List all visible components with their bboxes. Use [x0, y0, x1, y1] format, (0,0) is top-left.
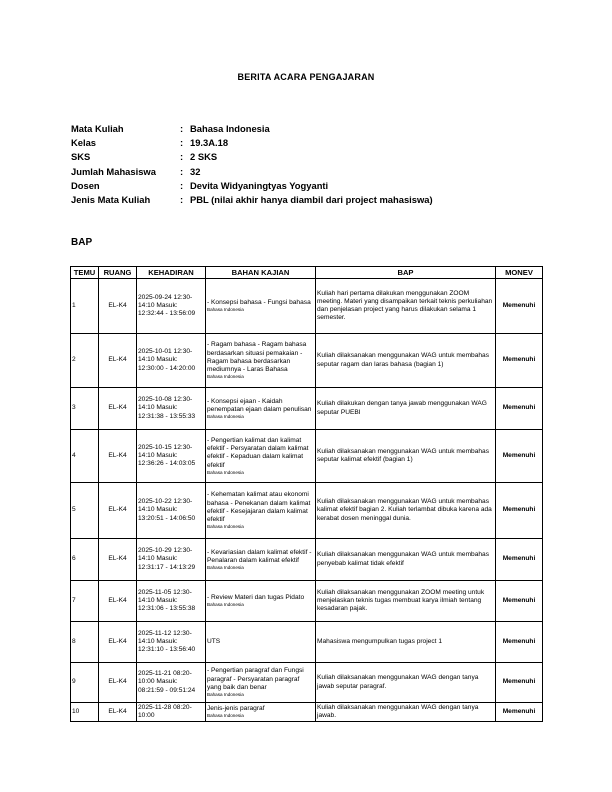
cell-ruang: EL-K4 — [99, 703, 137, 722]
cell-ruang: EL-K4 — [99, 622, 137, 663]
cell-bahan-kajian — [206, 703, 316, 722]
info-colon: : — [180, 137, 184, 149]
cell-ruang: EL-K4 — [99, 663, 137, 703]
cell-bahan-kajian — [206, 430, 316, 483]
header-bahan-kajian: BAHAN KAJIAN — [206, 267, 316, 279]
course-info — [71, 122, 433, 207]
cell-bap: Kuliah dilakukan dengan tanya jawab menggunakan WAG seputar PUEBI — [316, 388, 496, 430]
kajian-text: - Kevariasian dalam kalimat efektif - Penalaran dalam kalimat efektif — [207, 548, 312, 564]
cell-kehadiran: 2025-11-21 08:20-10:00 Masuk: 08:21:59 - 09:51:24 — [137, 663, 206, 703]
cell-ruang: EL-K4 — [99, 279, 137, 334]
cell-kehadiran: 2025-10-01 12:30-14:10 Masuk: 12:30:00 - 14:20:00 — [137, 334, 206, 388]
cell-bahan-kajian — [206, 388, 316, 430]
cell-monev: Memenuhi — [496, 483, 543, 539]
header-temu: TEMU — [71, 267, 99, 279]
bap-table — [70, 266, 543, 722]
info-colon: : — [180, 151, 184, 163]
cell-kehadiran: 2025-11-05 12:30-14:10 Masuk: 12:31:06 - 13:55:38 — [137, 581, 206, 622]
cell-monev: Memenuhi — [496, 539, 543, 581]
cell-monev: Memenuhi — [496, 703, 543, 722]
kajian-subject: Bahasa Indonesia — [207, 414, 244, 419]
table-row — [71, 622, 543, 663]
info-row-class — [71, 136, 433, 150]
header-bap: BAP — [316, 267, 496, 279]
cell-kehadiran: 2025-11-12 12:30-14:10 Masuk: 12:31:10 - 13:56:40 — [137, 622, 206, 663]
cell-temu: 4 — [71, 430, 99, 483]
kajian-text: - Konsepsi bahasa - Fungsi bahasa — [207, 299, 311, 307]
kajian-text: - Pengertian paragraf dan Fungsi paragraf - Persyaratan paragraf yang baik dan benar — [207, 667, 304, 691]
cell-bahan-kajian — [206, 334, 316, 388]
cell-ruang: EL-K4 — [99, 334, 137, 388]
cell-bap: Kuliah hari pertama dilakukan menggunakan ZOOM meeting. Materi yang disampaikan terkait teknis perkuliahan dan penjelasan project yang harus dilakukan selama 1 semester. — [316, 279, 496, 334]
cell-ruang: EL-K4 — [99, 388, 137, 430]
table-row — [71, 334, 543, 388]
cell-temu: 2 — [71, 334, 99, 388]
table-row — [71, 663, 543, 703]
cell-ruang: EL-K4 — [99, 581, 137, 622]
cell-ruang: EL-K4 — [99, 539, 137, 581]
cell-bahan-kajian — [206, 581, 316, 622]
kajian-text: - Pengertian kalimat dan kalimat efektif - Persyaratan dalam kalimat efektif - Kepaduan dalam kalimat efektif — [207, 436, 309, 469]
table-row — [71, 430, 543, 483]
cell-temu: 8 — [71, 622, 99, 663]
info-row-course — [71, 122, 433, 136]
kajian-subject: Bahasa Indonesia — [207, 307, 244, 313]
info-value: Devita Widyaningtyas Yogyanti — [190, 179, 329, 191]
cell-monev: Memenuhi — [496, 334, 543, 388]
info-label: Mata Kuliah — [71, 123, 124, 134]
cell-bap: Kuliah dilaksanakan menggunakan WAG untuk membahas seputar ragam dan laras bahasa (bagian 1) — [316, 334, 496, 388]
kajian-text: - Kehematan kalimat atau ekonomi bahasa - Penekanan dalam kalimat efektif - Kesejajaran dalam kalimat efektif — [207, 491, 311, 523]
info-row-lecturer — [71, 179, 433, 193]
kajian-subject: Bahasa Indonesia — [207, 524, 244, 530]
info-label: Kelas — [71, 137, 97, 149]
table-row — [71, 483, 543, 539]
cell-monev: Memenuhi — [496, 430, 543, 483]
kajian-text: Jenis-jenis paragraf — [207, 705, 265, 713]
kajian-subject: Bahasa Indonesia — [207, 565, 244, 570]
cell-temu: 3 — [71, 388, 99, 430]
cell-bap: Kuliah dilaksanakan menggunakan WAG untuk membahas seputar kalimat efektif (bagian 1) — [316, 430, 496, 483]
info-label: SKS — [71, 151, 91, 163]
table-row — [71, 279, 543, 334]
header-monev: MONEV — [496, 267, 543, 279]
info-colon: : — [180, 165, 184, 177]
kajian-subject: Bahasa Indonesia — [207, 692, 244, 698]
kajian-subject: Bahasa Indonesia — [207, 602, 244, 608]
cell-bahan-kajian — [206, 663, 316, 703]
cell-bap: Kuliah dilaksanakan menggunakan WAG dengan tanya jawab seputar paragraf. — [316, 663, 496, 703]
table-row — [71, 388, 543, 430]
document-title: BERITA ACARA PENGAJARAN — [237, 72, 375, 82]
section-title: BAP — [71, 237, 93, 248]
cell-kehadiran: 2025-10-15 12:30-14:10 Masuk: 12:36:26 - 14:03:05 — [137, 430, 206, 483]
info-label: Jenis Mata Kuliah — [71, 193, 151, 205]
info-colon: : — [180, 123, 184, 134]
kajian-text: - Review Materi dan tugas Pidato — [207, 594, 305, 602]
kajian-text: - Konsepsi ejaan - Kaidah penempatan ejaan dalam penulisan — [207, 397, 312, 413]
kajian-subject: Bahasa Indonesia — [207, 469, 244, 475]
cell-temu: 9 — [71, 663, 99, 703]
cell-ruang: EL-K4 — [99, 483, 137, 539]
info-row-course-type — [71, 193, 433, 207]
cell-kehadiran: 2025-09-24 12:30-14:10 Masuk: 12:32:44 - 13:56:09 — [137, 279, 206, 334]
kajian-text: - Ragam bahasa - Ragam bahasa berdasarkan situasi pemakaian - Ragam bahasa berdasarkan mediumnya - Laras Bahasa — [207, 341, 307, 373]
table-row — [71, 581, 543, 622]
cell-monev: Memenuhi — [496, 279, 543, 334]
cell-bahan-kajian — [206, 622, 316, 663]
cell-bahan-kajian — [206, 483, 316, 539]
kajian-subject: Bahasa Indonesia — [207, 713, 244, 719]
cell-temu: 7 — [71, 581, 99, 622]
cell-temu: 1 — [71, 279, 99, 334]
cell-monev: Memenuhi — [496, 388, 543, 430]
cell-bap: Kuliah dilaksanakan menggunakan WAG dengan tanya jawab. — [316, 703, 496, 722]
info-value: 19.3A.18 — [190, 137, 229, 149]
info-label: Jumlah Mahasiswa — [71, 165, 156, 177]
cell-ruang: EL-K4 — [99, 430, 137, 483]
kajian-text: UTS — [207, 637, 221, 645]
cell-monev: Memenuhi — [496, 663, 543, 703]
cell-kehadiran: 2025-11-28 08:20-10:00 — [137, 703, 206, 722]
info-value: 2 SKS — [190, 151, 218, 163]
info-value: PBL (nilai akhir hanya diambil dari project mahasiswa) — [190, 193, 433, 205]
cell-kehadiran: 2025-10-08 12:30-14:10 Masuk: 12:31:38 - 13:55:33 — [137, 388, 206, 430]
cell-kehadiran: 2025-10-22 12:30-14:10 Masuk: 13:20:51 - 14:06:50 — [137, 483, 206, 539]
cell-bap: Mahasiswa mengumpulkan tugas project 1 — [316, 622, 496, 663]
cell-bap: Kuliah dilaksanakan menggunakan WAG untuk membahas kalimat efektif bagian 2. Kuliah terlambat dibuka karena ada kerabat dosen meninggal dunia. — [316, 483, 496, 539]
info-colon: : — [180, 193, 184, 205]
cell-temu: 5 — [71, 483, 99, 539]
cell-bap: Kuliah dilaksanakan menggunakan WAG untuk membahas penyebab kalimat tidak efektif — [316, 539, 496, 581]
info-value: Bahasa Indonesia — [190, 123, 270, 134]
table-row — [71, 539, 543, 581]
cell-monev: Memenuhi — [496, 622, 543, 663]
cell-temu: 6 — [71, 539, 99, 581]
info-label: Dosen — [71, 179, 100, 191]
cell-temu: 10 — [71, 703, 99, 722]
table-header-row — [71, 267, 543, 279]
cell-bahan-kajian — [206, 539, 316, 581]
cell-monev: Memenuhi — [496, 581, 543, 622]
kajian-subject: Bahasa Indonesia — [207, 374, 244, 380]
info-row-students — [71, 165, 433, 179]
cell-kehadiran: 2025-10-29 12:30-14:10 Masuk: 12:31:17 - 14:13:29 — [137, 539, 206, 581]
info-value: 32 — [190, 165, 201, 177]
header-kehadiran: KEHADIRAN — [137, 267, 206, 279]
table-row — [71, 703, 543, 722]
info-colon: : — [180, 179, 184, 191]
cell-bap: Kuliah dilaksanakan menggunakan ZOOM meeting untuk menjelaskan teknis tugas membuat karya ilmiah tentang kesadaran pajak. — [316, 581, 496, 622]
info-row-sks — [71, 150, 433, 164]
header-ruang: RUANG — [99, 267, 137, 279]
cell-bahan-kajian — [206, 279, 316, 334]
